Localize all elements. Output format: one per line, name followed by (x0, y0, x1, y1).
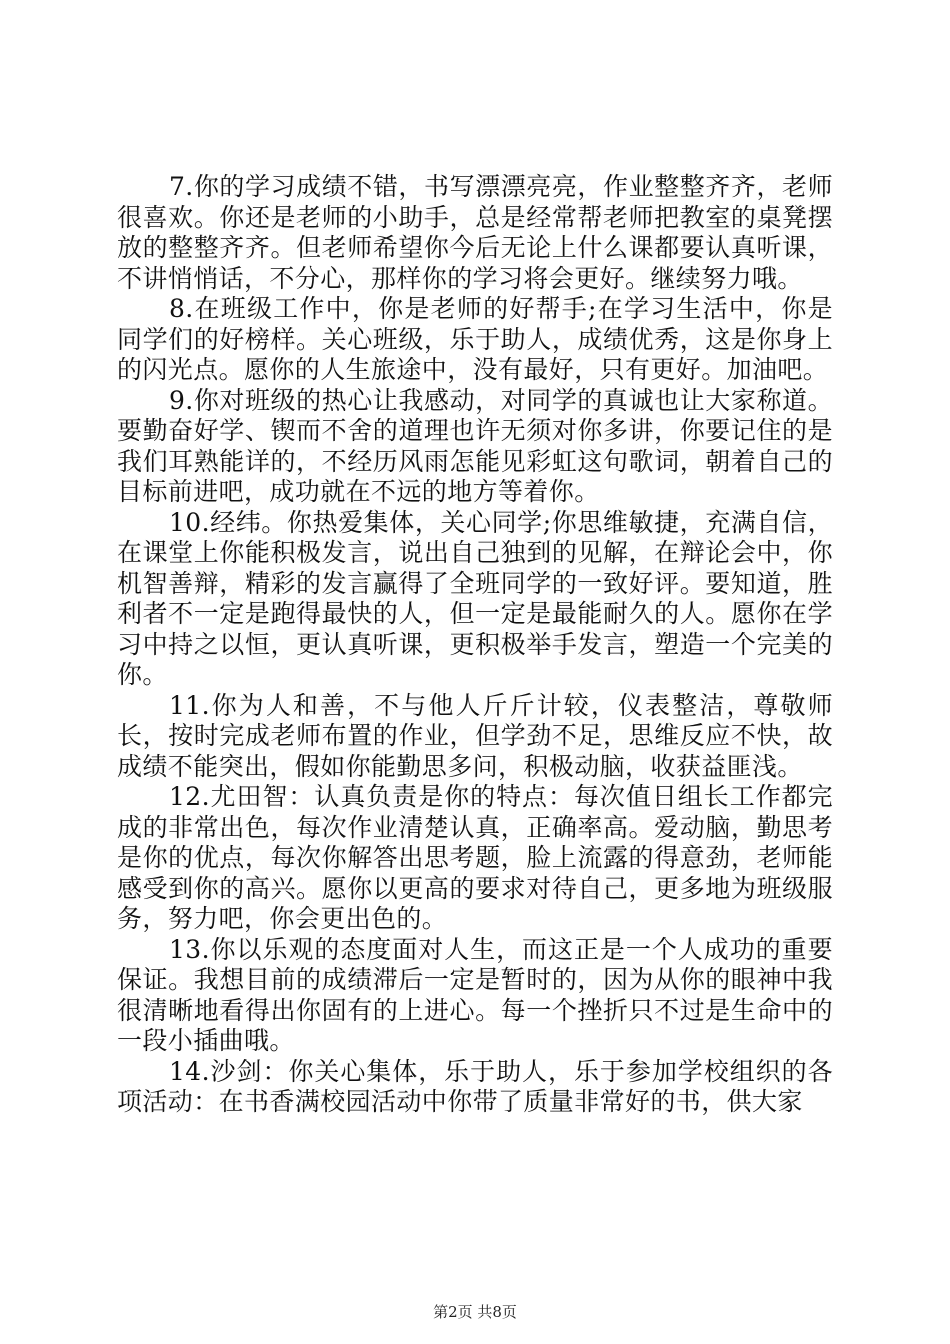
document-body (117, 172, 833, 1118)
paragraph-13: 13.你以乐观的态度面对人生，而这正是一个人成功的重要保证。我想目前的成绩滞后一定是暂时的，因为从你的眼神中我很清晰地看得出你固有的上进心。每一个挫折只不过是生命中的一段小插曲哦。 (117, 934, 833, 1055)
page-number-footer: 第2页 共8页 (433, 1303, 517, 1321)
paragraph-10: 10.经纬。你热爱集体，关心同学;你思维敏捷，充满自信，在课堂上你能积极发言，说出自己独到的见解，在辩论会中，你机智善辩，精彩的发言赢得了全班同学的一致好评。要知道，胜利者不一定是跑得最快的人，但一定是最能耐久的人。愿你在学习中持之以恒，更认真听课，更积极举手发言，塑造一个完美的你。 (117, 507, 833, 689)
paragraph-12: 12.尤田智：认真负责是你的特点：每次值日组长工作都完成的非常出色，每次作业清楚认真，正确率高。爱动脑，勤思考是你的优点，每次你解答出思考题，脸上流露的得意劲，老师能感受到你的高兴。愿你以更高的要求对待自己，更多地为班级服务，努力吧，你会更出色的。 (117, 782, 833, 933)
paragraph-11: 11.你为人和善，不与他人斤斤计较，仪表整洁，尊敬师长，按时完成老师布置的作业，但学劲不足，思维反应不快，故成绩不能突出，假如你能勤思多问，积极动脑，收获益匪浅。 (117, 690, 833, 781)
paragraph-8: 8.在班级工作中，你是老师的好帮手;在学习生活中，你是同学们的好榜样。关心班级，乐于助人，成绩优秀，这是你身上的闪光点。愿你的人生旅途中，没有最好，只有更好。加油吧。 (117, 294, 833, 384)
paragraph-7: 7.你的学习成绩不错，书写漂漂亮亮，作业整整齐齐，老师很喜欢。你还是老师的小助手，总是经常帮老师把教室的桌凳摆放的整整齐齐。但老师希望你今后无论上什么课都要认真听课，不讲悄悄话，不分心，那样你的学习将会更好。继续努力哦。 (117, 172, 833, 293)
paragraph-9: 9.你对班级的热心让我感动，对同学的真诚也让大家称道。要勤奋好学、锲而不舍的道理也许无须对你多讲，你要记住的是我们耳熟能详的，不经历风雨怎能见彩虹这句歌词，朝着自己的目标前进吧，成功就在不远的地方等着你。 (117, 385, 833, 506)
paragraph-14: 14.沙剑：你关心集体，乐于助人，乐于参加学校组织的各项活动：在书香满校园活动中你带了质量非常好的书，供大家 (117, 1056, 833, 1116)
